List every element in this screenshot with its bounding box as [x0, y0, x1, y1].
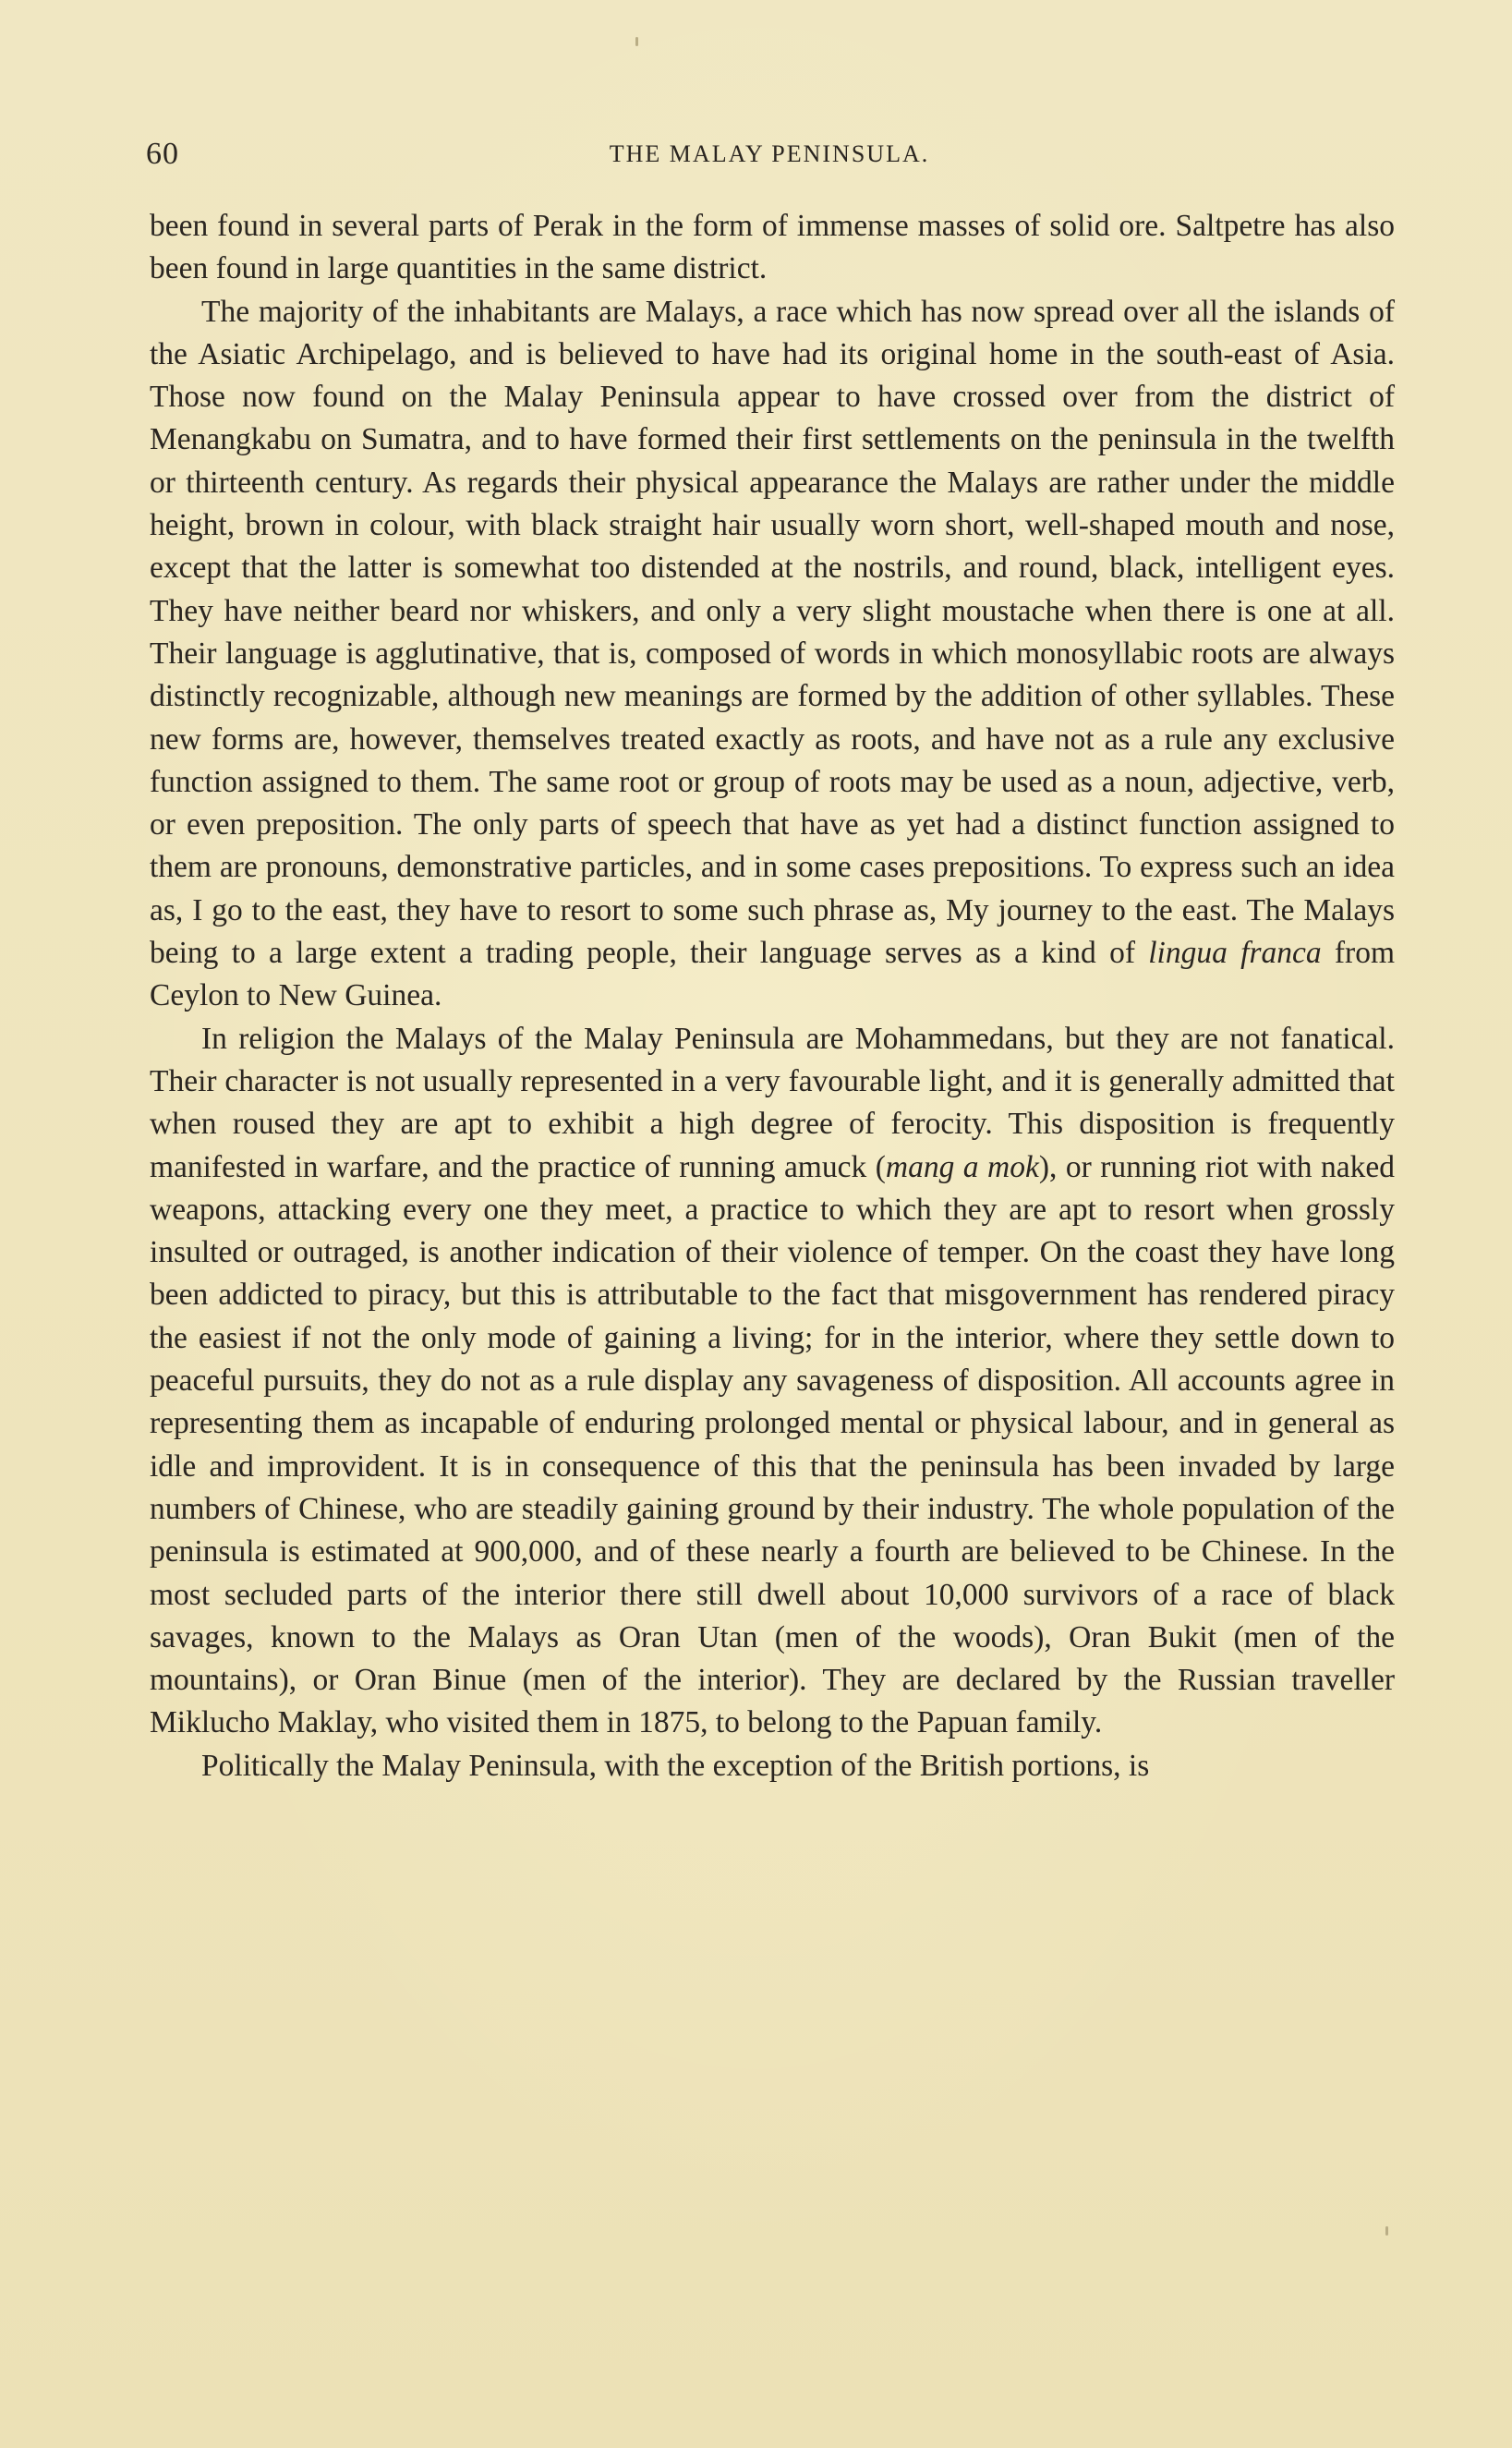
paragraph-2	[150, 291, 1395, 1018]
paper-speck	[635, 37, 638, 46]
paragraph-text: been found in several parts of Perak in the form of immense masses of solid ore. Saltpetre has also been found in large quantities in the same district.	[150, 209, 1395, 286]
page-header	[146, 137, 1393, 183]
paragraph-text: ), or running riot with naked weapons, attacking every one they meet, a practice to which they are apt to resort when grossly insulted or outraged, is another indication of their violence of temper. On the coast they have long been addicted to piracy, but this is attributable to the fact that misgovernment has rendered piracy the easiest if not the only mode of gaining a living; for in the interior, where they settle down to peaceful pursuits, they do not as a rule display any savageness of disposition. All accounts agree in representing them as incapable of enduring prolonged mental or physical labour, and in general as idle and improvident. It is in consequence of this that the peninsula has been invaded by large numbers of Chinese, who are steadily gaining ground by their industry. The whole population of the peninsula is estimated at 900,000, and of these nearly a fourth are believed to be Chinese. In the most secluded parts of the interior there still dwell about 10,000 survivors of a race of black savages, known to the Malays as Oran Utan (men of the woods), Oran Bukit (men of the mountains), or Oran Binue (men of the interior). They are declared by the Russian traveller Miklucho Maklay, who visited them in 1875, to belong to the Papuan family.	[150, 1149, 1395, 1740]
body-text	[150, 205, 1395, 1788]
page-number: 60	[146, 137, 179, 171]
paragraph-1	[150, 205, 1395, 291]
italic-term: lingua franca	[1148, 936, 1322, 971]
italic-term: mang a mok	[885, 1149, 1039, 1184]
paragraph-text: The majority of the inhabitants are Malays, a race which has now spread over all the islands of the Asiatic Archipelago, and is believed to have had its original home in the south-east of Asia. Those now found on the Malay Peninsula appear to have crossed over from the district of Menangkabu on Sumatra, and to have formed their first settlements on the peninsula in the twelfth or thirteenth century. As regards their physical appearance the Malays are rather under the middle height, brown in colour, with black straight hair usually worn short, well-shaped mouth and nose, except that the latter is somewhat too distended at the nostrils, and round, black, intelligent eyes. They have neither beard nor whiskers, and only a very slight moustache when there is one at all. Their language is agglutinative, that is, composed of words in which monosyllabic roots are always distinctly recognizable, although new meanings are formed by the addition of other syllables. These new forms are, however, themselves treated exactly as roots, and have not as a rule any exclusive function assigned to them. The same root or group of roots may be used as a noun, adjective, verb, or even preposition. The only parts of speech that have as yet had a distinct function assigned to them are pronouns, demonstrative particles, and in some cases prepositions. To express such an idea as, I go to the east, they have to resort to some such phrase as, My journey to the east. The Malays being to a large extent a trading people, their language serves as a kind of	[150, 294, 1395, 971]
paragraph-3	[150, 1018, 1395, 1745]
running-title: THE MALAY PENINSULA.	[609, 140, 930, 167]
paper-speck	[1385, 2226, 1388, 2236]
paragraph-text: Politically the Malay Peninsula, with the exception of the British portions, is	[201, 1748, 1150, 1783]
paragraph-4	[150, 1745, 1395, 1788]
paragraph-text: In religion the Malays of the Malay Peninsula are Mohammedans, but they are not fanatical. Their character is not usually represented in a very favourable light, and it is generally admitted that when roused they are apt to exhibit a high degree of ferocity. This disposition is frequently manifested in warfare, and the practice of running amuck (	[150, 1021, 1395, 1184]
paragraph-text: from Ceylon to New Guinea.	[150, 936, 1395, 1013]
